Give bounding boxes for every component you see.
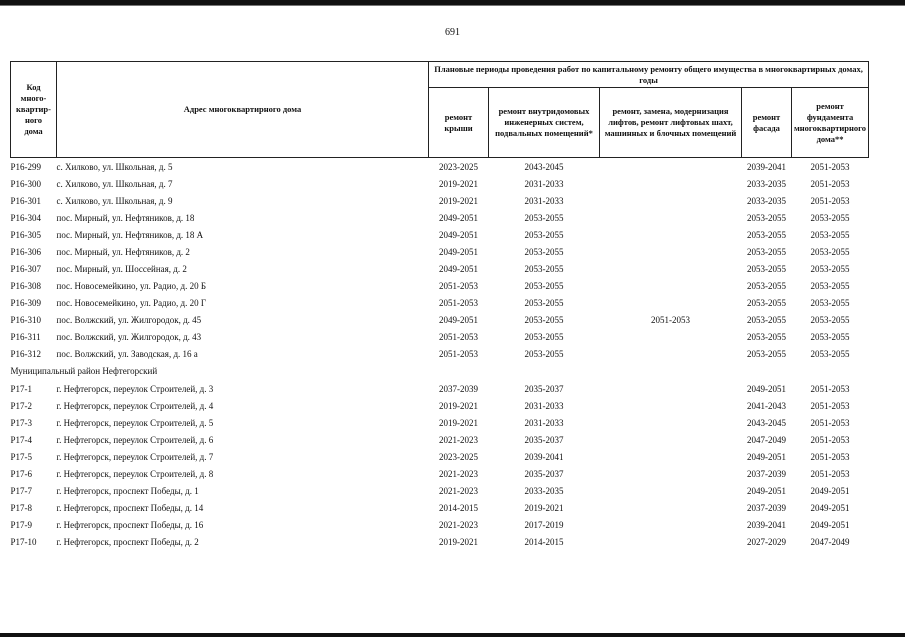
row-roof: 2049-2051 — [439, 229, 478, 240]
row-code: Р17-1 — [10, 383, 33, 394]
row-lifts — [600, 277, 742, 294]
row-code: Р16-304 — [10, 212, 42, 223]
row-code: Р17-6 — [10, 468, 33, 479]
row-facade: 2049-2051 — [747, 485, 786, 496]
row-lifts — [600, 448, 742, 465]
row-code: Р17-8 — [10, 502, 33, 513]
row-address: г. Нефтегорск, переулок Строителей, д. 4 — [56, 400, 214, 411]
row-foundation: 2053-2055 — [810, 348, 850, 359]
row-roof: 2021-2023 — [439, 468, 478, 479]
row-lifts — [600, 431, 742, 448]
header-lifts: ремонт, замена, модернизация лифтов, ремонт лифтовых шахт, машинных и блочных помещений — [600, 88, 742, 158]
header-foundation: ремонт фундамента многоквартирного дома** — [792, 88, 869, 158]
row-code: Р16-312 — [10, 348, 42, 359]
row-foundation: 2053-2055 — [810, 263, 850, 274]
row-address: г. Нефтегорск, проспект Победы, д. 1 — [56, 485, 199, 496]
row-engineering: 2019-2021 — [524, 502, 564, 513]
table-row — [11, 448, 869, 465]
district-section — [11, 362, 869, 380]
row-engineering: 2053-2055 — [524, 246, 564, 257]
table-row — [11, 431, 869, 448]
row-facade: 2053-2055 — [747, 280, 786, 291]
row-engineering: 2053-2055 — [524, 280, 564, 291]
row-facade: 2043-2045 — [747, 417, 786, 428]
table-row — [11, 482, 869, 499]
row-code: Р16-311 — [10, 331, 41, 342]
row-lifts — [600, 243, 742, 260]
row-roof: 2023-2025 — [439, 161, 478, 172]
row-engineering: 2053-2055 — [524, 263, 564, 274]
row-facade: 2053-2055 — [747, 314, 786, 325]
table-row — [11, 158, 869, 176]
row-address: с. Хилково, ул. Школьная, д. 7 — [56, 178, 173, 189]
row-address: г. Нефтегорск, переулок Строителей, д. 8 — [56, 468, 214, 479]
row-code: Р17-2 — [10, 400, 33, 411]
row-lifts — [600, 397, 742, 414]
table-row — [11, 516, 869, 533]
row-lifts — [600, 533, 742, 550]
row-code: Р16-307 — [10, 263, 42, 274]
row-code: Р17-4 — [10, 434, 33, 445]
row-roof: 2051-2053 — [439, 331, 478, 342]
row-lifts — [600, 499, 742, 516]
row-address: пос. Мирный, ул. Нефтяников, д. 2 — [56, 246, 190, 257]
row-roof: 2051-2053 — [439, 280, 478, 291]
row-engineering: 2033-2035 — [524, 485, 564, 496]
header-engineering: ремонт внутридомовых инженерных систем, подвальных помещений* — [489, 88, 600, 158]
row-lifts — [600, 380, 742, 397]
row-lifts — [600, 158, 742, 176]
row-address: с. Хилково, ул. Школьная, д. 9 — [56, 195, 173, 206]
row-address: г. Нефтегорск, проспект Победы, д. 16 — [56, 519, 204, 530]
district-label: Муниципальный район Нефтегорский — [10, 366, 158, 376]
header-roof: ремонт крыши — [429, 88, 489, 158]
row-engineering: 2031-2033 — [524, 400, 564, 411]
row-code: Р17-3 — [10, 417, 33, 428]
row-foundation: 2051-2053 — [810, 195, 850, 206]
table-row — [11, 328, 869, 345]
row-roof: 2049-2051 — [439, 246, 478, 257]
row-facade: 2037-2039 — [747, 502, 786, 513]
table-row — [11, 533, 869, 550]
row-foundation: 2053-2055 — [810, 246, 850, 257]
table-row — [11, 414, 869, 431]
row-code: Р17-7 — [10, 485, 33, 496]
row-facade: 2053-2055 — [747, 246, 786, 257]
row-roof: 2019-2021 — [439, 400, 478, 411]
table-row — [11, 345, 869, 362]
header-facade: ремонт фасада — [742, 88, 792, 158]
row-address: пос. Мирный, ул. Нефтяников, д. 18 А — [56, 229, 204, 240]
row-code: Р16-300 — [10, 178, 42, 189]
table-row — [11, 397, 869, 414]
row-lifts — [600, 175, 742, 192]
row-engineering: 2017-2019 — [524, 519, 564, 530]
table-row — [11, 380, 869, 397]
header-address: Адрес многоквартирного дома — [57, 62, 429, 158]
row-roof: 2019-2021 — [439, 178, 478, 189]
row-lifts — [600, 345, 742, 362]
row-engineering: 2035-2037 — [524, 434, 564, 445]
district-row — [11, 362, 869, 380]
row-lifts — [600, 260, 742, 277]
row-address: пос. Волжский, ул. Жилгородок, д. 45 — [56, 314, 202, 325]
row-facade: 2037-2039 — [747, 468, 786, 479]
table-row — [11, 243, 869, 260]
row-foundation: 2053-2055 — [810, 331, 850, 342]
row-foundation: 2051-2053 — [810, 468, 850, 479]
row-address: г. Нефтегорск, проспект Победы, д. 14 — [56, 502, 204, 513]
row-engineering: 2031-2033 — [524, 417, 564, 428]
row-foundation: 2053-2055 — [810, 212, 850, 223]
row-roof: 2021-2023 — [439, 485, 478, 496]
row-address: пос. Мирный, ул. Нефтяников, д. 18 — [56, 212, 195, 223]
row-foundation: 2049-2051 — [810, 485, 850, 496]
row-facade: 2053-2055 — [747, 263, 786, 274]
row-code: Р16-306 — [10, 246, 42, 257]
row-foundation: 2053-2055 — [810, 280, 850, 291]
row-address: г. Нефтегорск, переулок Строителей, д. 3 — [56, 383, 214, 394]
row-engineering: 2053-2055 — [524, 229, 564, 240]
row-code: Р16-308 — [10, 280, 42, 291]
row-engineering: 2053-2055 — [524, 331, 564, 342]
row-lifts — [600, 192, 742, 209]
row-address: пос. Новосемейкино, ул. Радио, д. 20 Г — [56, 297, 207, 308]
table-row — [11, 277, 869, 294]
table-row — [11, 209, 869, 226]
row-address: пос. Волжский, ул. Заводская, д. 16 а — [56, 348, 198, 359]
row-facade: 2049-2051 — [747, 383, 786, 394]
row-roof: 2051-2053 — [439, 297, 478, 308]
row-engineering: 2031-2033 — [524, 195, 564, 206]
table-row — [11, 260, 869, 277]
table-row — [11, 499, 869, 516]
row-address: пос. Новосемейкино, ул. Радио, д. 20 Б — [56, 280, 207, 291]
row-roof: 2049-2051 — [439, 263, 478, 274]
row-foundation: 2053-2055 — [810, 297, 850, 308]
table-row — [11, 226, 869, 243]
row-code: Р16-299 — [10, 161, 42, 172]
row-lifts — [600, 328, 742, 345]
row-address: с. Хилково, ул. Школьная, д. 5 — [56, 161, 173, 172]
row-facade: 2027-2029 — [747, 536, 786, 547]
row-facade: 2033-2035 — [747, 178, 786, 189]
table-body-a — [11, 158, 869, 363]
row-foundation: 2051-2053 — [810, 400, 850, 411]
row-foundation: 2051-2053 — [810, 417, 850, 428]
row-engineering: 2039-2041 — [524, 451, 564, 462]
row-address: пос. Мирный, ул. Шоссейная, д. 2 — [56, 263, 187, 274]
row-engineering: 2043-2045 — [524, 161, 564, 172]
row-roof: 2019-2021 — [439, 195, 478, 206]
row-address: г. Нефтегорск, переулок Строителей, д. 5 — [56, 417, 214, 428]
row-roof: 2049-2051 — [439, 212, 478, 223]
table-row — [11, 175, 869, 192]
row-facade: 2033-2035 — [747, 195, 786, 206]
row-address: г. Нефтегорск, проспект Победы, д. 2 — [56, 536, 199, 547]
row-code: Р16-309 — [10, 297, 42, 308]
row-address: г. Нефтегорск, переулок Строителей, д. 6 — [56, 434, 214, 445]
row-roof: 2019-2021 — [439, 417, 478, 428]
row-roof: 2051-2053 — [439, 348, 478, 359]
table-row — [11, 311, 869, 328]
table-row — [11, 192, 869, 209]
row-facade: 2053-2055 — [747, 348, 786, 359]
row-lifts — [600, 209, 742, 226]
row-engineering: 2053-2055 — [524, 348, 564, 359]
row-engineering: 2053-2055 — [524, 297, 564, 308]
row-engineering: 2053-2055 — [524, 314, 564, 325]
row-roof: 2037-2039 — [439, 383, 478, 394]
row-roof: 2023-2025 — [439, 451, 478, 462]
row-foundation: 2051-2053 — [810, 383, 850, 394]
row-address: пос. Волжский, ул. Жилгородок, д. 43 — [56, 331, 202, 342]
row-facade: 2053-2055 — [747, 212, 786, 223]
row-lifts — [600, 414, 742, 431]
top-border-thin — [0, 5, 905, 6]
row-code: Р16-310 — [10, 314, 42, 325]
row-lifts — [600, 516, 742, 533]
table-body-b — [11, 380, 869, 550]
row-facade: 2053-2055 — [747, 297, 786, 308]
row-facade: 2053-2055 — [747, 229, 786, 240]
row-roof: 2049-2051 — [439, 314, 478, 325]
row-facade: 2049-2051 — [747, 451, 786, 462]
row-lifts — [600, 226, 742, 243]
row-roof: 2021-2023 — [439, 434, 478, 445]
row-foundation: 2051-2053 — [810, 434, 850, 445]
page-number: 691 — [445, 27, 460, 38]
row-code: Р17-9 — [10, 519, 33, 530]
bottom-border — [0, 633, 905, 637]
table-row — [11, 294, 869, 311]
row-code: Р16-301 — [10, 195, 42, 206]
row-engineering: 2014-2015 — [524, 536, 564, 547]
row-lifts: 2051-2053 — [651, 314, 690, 325]
row-lifts — [600, 465, 742, 482]
row-address: г. Нефтегорск, переулок Строителей, д. 7 — [56, 451, 214, 462]
row-code: Р17-10 — [10, 536, 37, 547]
table-row — [11, 465, 869, 482]
row-engineering: 2053-2055 — [524, 212, 564, 223]
capital-repair-table — [10, 61, 869, 550]
row-foundation: 2049-2051 — [810, 519, 850, 530]
row-roof: 2019-2021 — [439, 536, 478, 547]
row-engineering: 2035-2037 — [524, 383, 564, 394]
row-roof: 2014-2015 — [439, 502, 478, 513]
row-engineering: 2031-2033 — [524, 178, 564, 189]
row-facade: 2053-2055 — [747, 331, 786, 342]
row-foundation: 2053-2055 — [810, 314, 850, 325]
row-foundation: 2051-2053 — [810, 178, 850, 189]
row-facade: 2041-2043 — [747, 400, 786, 411]
row-foundation: 2053-2055 — [810, 229, 850, 240]
row-engineering: 2035-2037 — [524, 468, 564, 479]
header-code: Код много- квартир- ного дома — [11, 62, 57, 158]
row-foundation: 2051-2053 — [810, 451, 850, 462]
header-planned-periods: Плановые периоды проведения работ по капитальному ремонту общего имущества в многоквартирных домах, годы — [429, 62, 869, 88]
row-facade: 2039-2041 — [747, 161, 786, 172]
row-roof: 2021-2023 — [439, 519, 478, 530]
row-lifts — [600, 482, 742, 499]
row-lifts — [600, 294, 742, 311]
row-code: Р16-305 — [10, 229, 42, 240]
row-facade: 2039-2041 — [747, 519, 786, 530]
row-foundation: 2051-2053 — [810, 161, 850, 172]
row-foundation: 2047-2049 — [810, 536, 850, 547]
row-facade: 2047-2049 — [747, 434, 786, 445]
row-foundation: 2049-2051 — [810, 502, 850, 513]
row-code: Р17-5 — [10, 451, 33, 462]
